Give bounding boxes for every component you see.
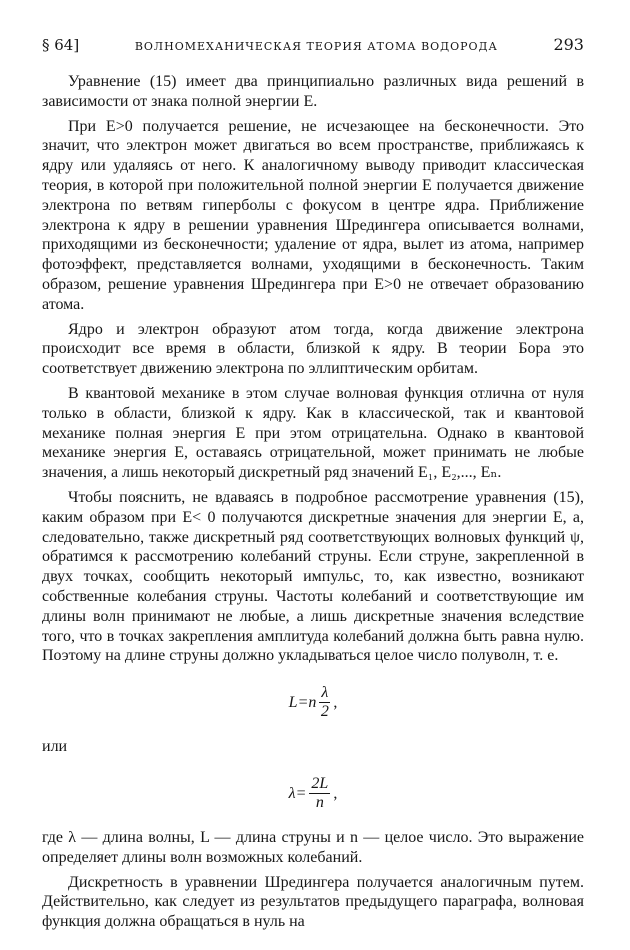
running-title: ВОЛНОМЕХАНИЧЕСКАЯ ТЕОРИЯ АТОМА ВОДОРОДА — [134, 40, 498, 53]
page-number: 293 — [553, 35, 584, 54]
formula-wavelength-tail: , — [333, 784, 338, 802]
formula-wavelength-numerator: 2L — [311, 774, 329, 792]
paragraph-definitions: где λ — длина волны, L — длина струны и n — целое число. Это выражение определяет длины волн возможных колебаний. — [42, 828, 584, 866]
section-number: § 64] — [42, 36, 80, 54]
paragraph-string-analogy: Чтобы пояснить, не вдаваясь в подробное рассмотрение уравнения (15), каким образом при E< 0 получаются дискретные значения для энергии E, а, следовательно, также дискретный ряд соответствующих волновых функций ψ, обратимся к рассмотрению колебаний струны. Если струне, закрепленной в двух точках, сообщить некоторый импульс, то, как известно, возникают собственные колебания струны. Частоты колебаний и соответствующие им длины волн принимают не любые, а лишь дискретные значения вследствие того, что в точках закрепления амплитуда колебаний должна быть равна нулю. Поэтому на длине струны должно укладываться целое число полуволн, т. е. — [42, 488, 584, 665]
paragraph-discreteness: Дискретность в уравнении Шредингера получается аналогичным путем. Действительно, как следует из результатов предыдущего параграфа, волновая функция должна обращаться в нуль на — [42, 873, 584, 931]
formula-length-denominator: 2 — [320, 703, 329, 721]
formula-length-lhs: L=n — [288, 693, 317, 711]
formula-length-numerator: λ — [321, 684, 329, 702]
formula-wavelength — [42, 775, 584, 812]
formula-wavelength-fraction — [309, 775, 330, 812]
paragraph-positive-energy: При E>0 получается решение, не исчезающее на бесконечности. Это значит, что электрон может двигаться во всем пространстве, приближаясь к ядру или удаляясь от него. К аналогичному выводу приводит классическая теория, в которой при положительной полной энергии E получается движение электрона по ветвям гиперболы с фокусом в центре ядра. Приближение электрона к ядру в решении уравнения Шредингера описывается волнами, приходящими из бесконечности; удаление от ядра, вылет из атома, например фотоэффект, представляется волнами, уходящими в бесконечность. Таким образом, решение уравнения Шредингера при E>0 не отвечает образованию атома. — [42, 117, 584, 313]
formula-wavelength-denominator: n — [315, 793, 324, 811]
body-text — [42, 72, 584, 937]
paragraph-energy-sign: Уравнение (15) имеет два принципиально различных вида решений в зависимости от знака полной энергии E. — [42, 73, 584, 110]
connector-word: или — [42, 738, 68, 756]
formula-length — [42, 684, 584, 721]
formula-length-tail: , — [333, 693, 338, 711]
formula-length-fraction — [319, 684, 330, 721]
running-header — [42, 35, 584, 59]
paragraph-quantum-mechanics: В квантовой механике в этом случае волновая функция отлична от нуля только в области, близкой к ядру. Как в классической, так и квантовой механике полная энергия E при этом отрицательна. Однако в квантовой механике энергия E, оставаясь отрицательной, может принимать не любые значения, а лишь некоторый дискретный ряд значений E₁, E₂,..., Eₙ. — [42, 384, 584, 482]
paragraph-atom-formation: Ядро и электрон образуют атом тогда, когда движение электрона происходит все время в области, близкой к ядру. В теории Бора это соответствует движению электрона по эллиптическим орбитам. — [42, 320, 584, 378]
formula-wavelength-lhs: λ= — [288, 784, 307, 802]
